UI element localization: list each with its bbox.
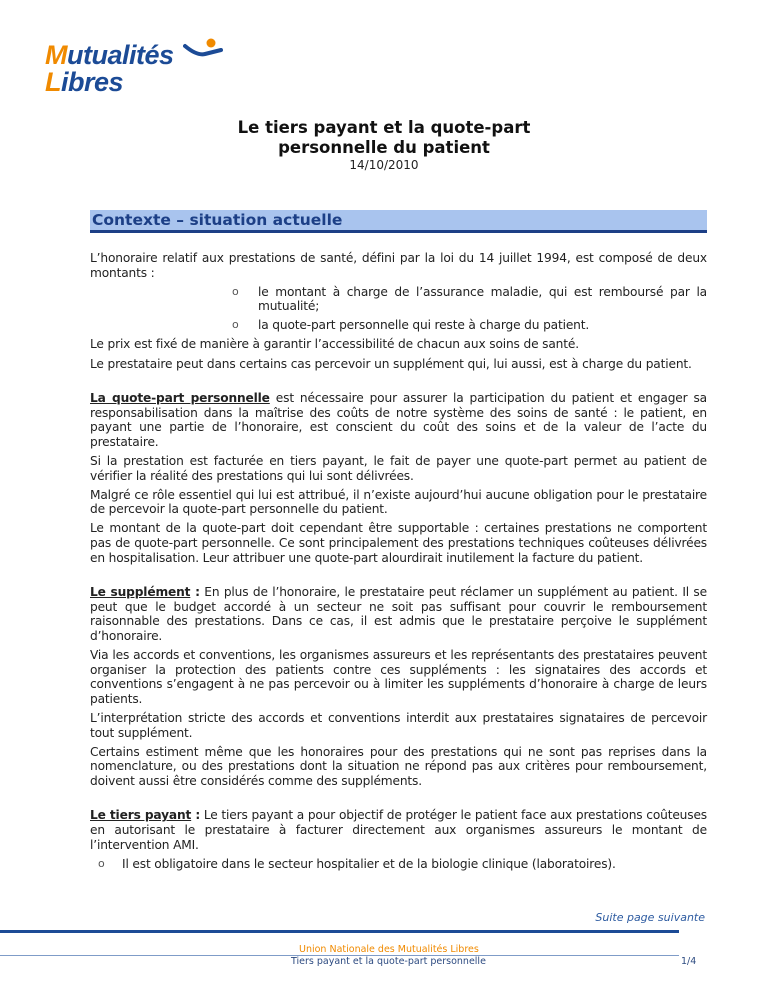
paragraph-supplement: Le supplément : En plus de l’honoraire, le prestataire peut réclamer un supplément au patient. Il se peut que le budget accordé à un secteur ne soit pas suffisant pour couvrir le remboursement raisonnable des prestations. Dans ce cas, il est admis que le prestataire perçoive le supplément d’honoraire. xyxy=(90,585,707,643)
bullet-icon: o xyxy=(232,284,239,298)
footer-doc-title: Tiers payant et la quote-part personnelle xyxy=(291,956,486,967)
paragraph: Malgré ce rôle essentiel qui lui est attribué, il n’existe aujourd’hui aucune obligation pour le prestataire de percevoir la quote-part personnelle du patient. xyxy=(90,487,707,517)
paragraph: Via les accords et conventions, les organismes assureurs et les représentants des prestataires peuvent organiser la protection des patients contre ces suppléments : les signataires des accords et conventions s’engagent à ne pas percevoir ou à limiter les suppléments d’honoraire à charge de leurs patients. xyxy=(90,648,707,706)
page-number: 1/4 xyxy=(681,956,697,967)
paragraph: L’honoraire relatif aux prestations de santé, défini par la loi du 14 juillet 1994, est composé de deux montants : xyxy=(90,251,707,280)
paragraph: Le prestataire peut dans certains cas percevoir un supplément qui, lui aussi, est à charge du patient. xyxy=(90,356,692,371)
mutualites-libres-logo: Mutualités Libres xyxy=(45,38,235,100)
paragraph-quote-part: La quote-part personnelle est nécessaire pour assurer la participation du patient et engager sa responsabilisation dans la maîtrise des coûts de notre système des soins de santé : le patient, en payant une partie de l’honoraire, est conscient du coût des soins et de la valeur de l’acte du prestataire. xyxy=(90,391,707,449)
paragraph: Le montant de la quote-part doit cependant être supportable : certaines prestations ne comportent pas de quote-part personnelle. Ce sont principalement des prestations techniques coûteuses délivrées en hospitalisation. Leur attribuer une quote-part alourdirait inutilement la facture du patient. xyxy=(90,521,707,565)
list-item: o la quote-part personnelle qui reste à charge du patient. xyxy=(232,318,590,333)
bullet-icon: o xyxy=(98,856,105,870)
paragraph: L’interprétation stricte des accords et conventions interdit aux prestataires signataires de percevoir tout supplément. xyxy=(90,710,707,740)
divider xyxy=(0,930,679,933)
paragraph: Si la prestation est facturée en tiers payant, le fait de payer une quote-part permet au patient de vérifier la réalité des prestations qui lui sont délivrées. xyxy=(90,454,707,483)
footer-organization: Union Nationale des Mutualités Libres xyxy=(299,944,479,955)
paragraph-tiers-payant: Le tiers payant : Le tiers payant a pour objectif de protéger le patient face aux prestations coûteuses en autorisant le prestataire à facturer directement aux organismes assureurs le montant de l’intervention AMI. xyxy=(90,808,707,852)
list-item: o le montant à charge de l’assurance maladie, qui est remboursé par la mutualité; xyxy=(232,284,707,314)
document-body xyxy=(90,251,707,876)
list-item: o Il est obligatoire dans le secteur hospitalier et de la biologie clinique (laboratoires). xyxy=(98,856,616,871)
bullet-icon: o xyxy=(232,318,239,332)
paragraph: Certains estiment même que les honoraires pour des prestations qui ne sont pas reprises dans la nomenclature, ou des prestations dont la situation ne répond pas aux critères pour remboursement, doivent aussi être considérés comme des suppléments. xyxy=(90,744,707,788)
continued-note: Suite page suivante xyxy=(595,911,705,924)
document-title: Le tiers payant et la quote-part personnelle du patient xyxy=(237,118,531,157)
section-heading: Contexte – situation actuelle xyxy=(90,210,707,233)
document-date: 14/10/2010 xyxy=(349,158,419,172)
paragraph: Le prix est fixé de manière à garantir l’accessibilité de chacun aux soins de santé. xyxy=(90,337,579,352)
swimmer-icon xyxy=(183,38,223,64)
